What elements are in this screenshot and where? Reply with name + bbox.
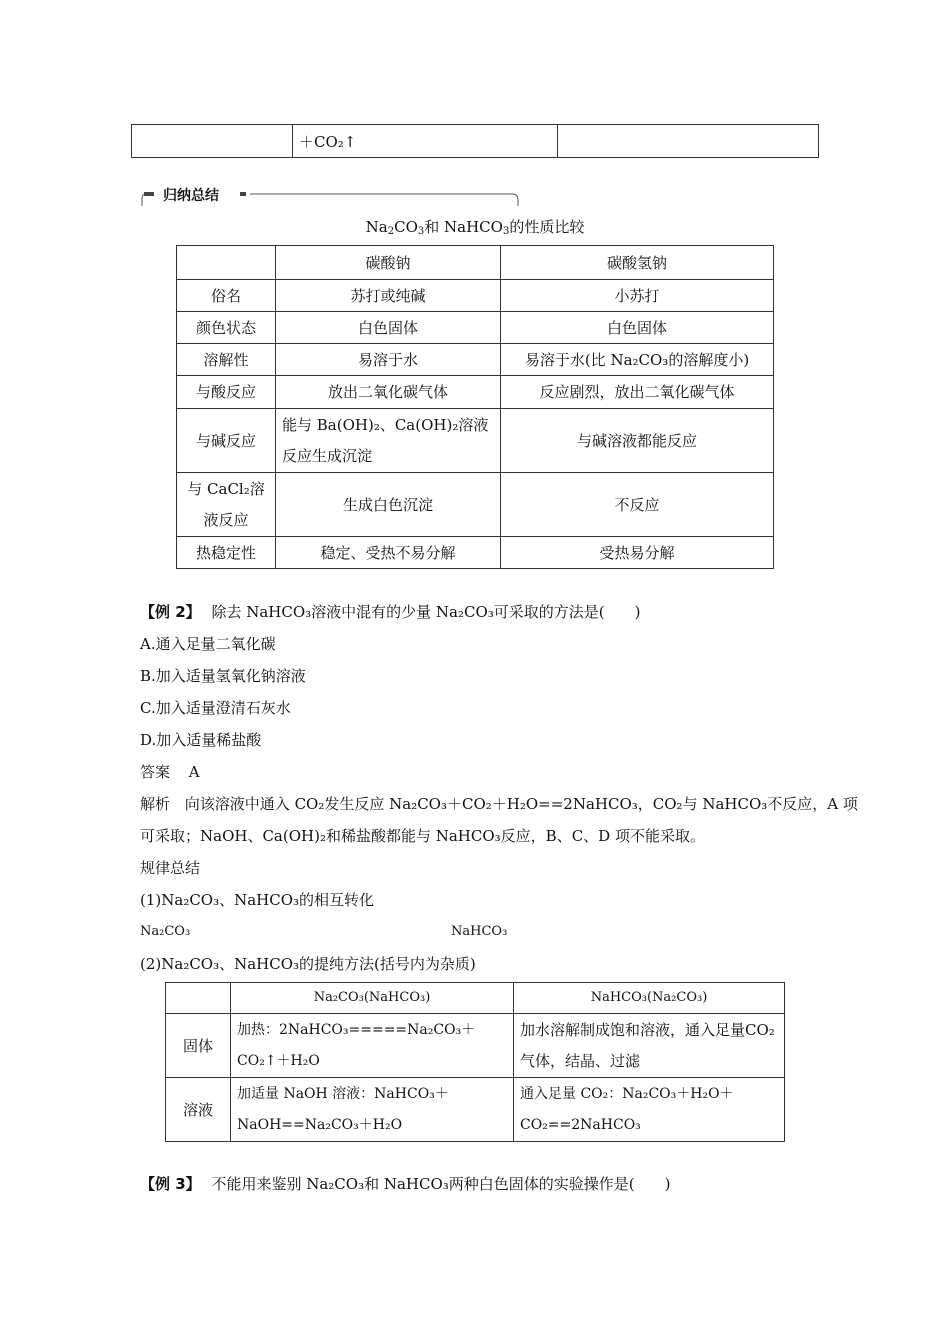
question-text: 不能用来鉴别 Na₂CO₃和 NaHCO₃两种白色固体的实验操作是( ) bbox=[211, 1175, 671, 1193]
table-cell: 白色固体 bbox=[276, 312, 501, 344]
table-row bbox=[177, 280, 774, 312]
question-text: 除去 NaHCO₃溶液中混有的少量 Na₂CO₃可采取的方法是( ) bbox=[211, 603, 641, 621]
example-tag: 【例 3】 bbox=[140, 1175, 201, 1193]
row-label: 与碱反应 bbox=[177, 409, 276, 473]
table-cell: 不反应 bbox=[501, 473, 774, 537]
table-header: NaHCO₃(Na₂CO₃) bbox=[514, 983, 785, 1014]
table-row bbox=[177, 473, 774, 537]
table-header-row bbox=[177, 246, 774, 280]
table-cell bbox=[132, 125, 293, 158]
table-cell: 反应剧烈，放出二氧化碳气体 bbox=[501, 376, 774, 409]
table-cell: 易溶于水 bbox=[276, 344, 501, 376]
row-label: 固体 bbox=[166, 1014, 231, 1078]
table-row bbox=[166, 1014, 785, 1078]
table-header: Na₂CO₃(NaHCO₃) bbox=[231, 983, 514, 1014]
table-row bbox=[177, 312, 774, 344]
table-header bbox=[177, 246, 276, 280]
row-label: 俗名 bbox=[177, 280, 276, 312]
table-cell: 与碱溶液都能反应 bbox=[501, 409, 774, 473]
summary-title: 归纳总结 bbox=[160, 185, 222, 205]
rule-1: (1)Na₂CO₃、NaHCO₃的相互转化 bbox=[140, 891, 375, 909]
summary-caption: $Na_2CO_3$和 NaHCO$_3$的性质比较 bbox=[365, 218, 585, 237]
table-cell bbox=[558, 125, 819, 158]
rule-title: 规律总结 bbox=[140, 859, 201, 877]
row-label: 溶液 bbox=[166, 1078, 231, 1142]
option-a: A.通入足量二氧化碳 bbox=[140, 635, 276, 653]
table-cell: 易溶于水(比 Na₂CO₃的溶解度小) bbox=[501, 344, 774, 376]
purification-table bbox=[165, 982, 785, 1142]
table-cell: 加热：2NaHCO₃=====Na₂CO₃＋CO₂↑＋H₂O bbox=[231, 1014, 514, 1078]
table-cell: 受热易分解 bbox=[501, 537, 774, 569]
table-header-row bbox=[166, 983, 785, 1014]
option-c: C.加入适量澄清石灰水 bbox=[140, 699, 291, 717]
table-header: 碳酸钠 bbox=[276, 246, 501, 280]
table-cell: 放出二氧化碳气体 bbox=[276, 376, 501, 409]
table-row bbox=[177, 409, 774, 473]
table-cell: 加适量 NaOH 溶液：NaHCO₃＋NaOH==Na₂CO₃＋H₂O bbox=[231, 1078, 514, 1142]
table-header: 碳酸氢钠 bbox=[501, 246, 774, 280]
answer-label: 答案 bbox=[140, 763, 171, 781]
analysis-text: 向该溶液中通入 CO₂发生反应 Na₂CO₃＋CO₂＋H₂O==2NaHCO₃，CO₂与 NaHCO₃不反应，A 项 bbox=[184, 795, 858, 813]
table-cell: 通入足量 CO₂：Na₂CO₃＋H₂O＋CO₂==2NaHCO₃ bbox=[514, 1078, 785, 1142]
rule-2: (2)Na₂CO₃、NaHCO₃的提纯方法(括号内为杂质) bbox=[140, 955, 476, 973]
table-cell: 生成白色沉淀 bbox=[276, 473, 501, 537]
table-cell: 加水溶解制成饱和溶液，通入足量CO₂气体，结晶、过滤 bbox=[514, 1014, 785, 1078]
table-row bbox=[177, 376, 774, 409]
answer-line bbox=[140, 761, 200, 783]
summary-header bbox=[140, 184, 520, 208]
conversion-left: Na₂CO₃ bbox=[140, 924, 191, 939]
row-label: 与酸反应 bbox=[177, 376, 276, 409]
table-cell: 能与 Ba(OH)₂、Ca(OH)₂溶液反应生成沉淀 bbox=[276, 409, 501, 473]
answer-value: A bbox=[188, 763, 200, 781]
conversion-right: NaHCO₃ bbox=[451, 924, 508, 939]
table-cell: 稳定、受热不易分解 bbox=[276, 537, 501, 569]
option-d: D.加入适量稀盐酸 bbox=[140, 731, 262, 749]
example3-question bbox=[140, 1173, 671, 1195]
analysis-label: 解析 bbox=[140, 795, 171, 813]
table-row bbox=[177, 537, 774, 569]
row-label: 热稳定性 bbox=[177, 537, 276, 569]
example2-question bbox=[140, 601, 641, 623]
table-row bbox=[166, 1078, 785, 1142]
comparison-table bbox=[176, 245, 774, 569]
row-label: 颜色状态 bbox=[177, 312, 276, 344]
option-b: B.加入适量氢氧化钠溶液 bbox=[140, 667, 306, 685]
table-row bbox=[177, 344, 774, 376]
table-cell: 小苏打 bbox=[501, 280, 774, 312]
row-label: 溶解性 bbox=[177, 344, 276, 376]
table-header bbox=[166, 983, 231, 1014]
example-tag: 【例 2】 bbox=[140, 603, 201, 621]
row-label: 与 CaCl₂溶液反应 bbox=[177, 473, 276, 537]
table-cell: ＋CO₂↑ bbox=[293, 125, 558, 158]
table-cell: 苏打或纯碱 bbox=[276, 280, 501, 312]
table-cell: 白色固体 bbox=[501, 312, 774, 344]
analysis-line-2: 可采取；NaOH、Ca(OH)₂和稀盐酸都能与 NaHCO₃反应，B、C、D 项不能采取。 bbox=[140, 827, 705, 845]
analysis-line-1 bbox=[140, 793, 858, 815]
top-table bbox=[131, 124, 819, 158]
